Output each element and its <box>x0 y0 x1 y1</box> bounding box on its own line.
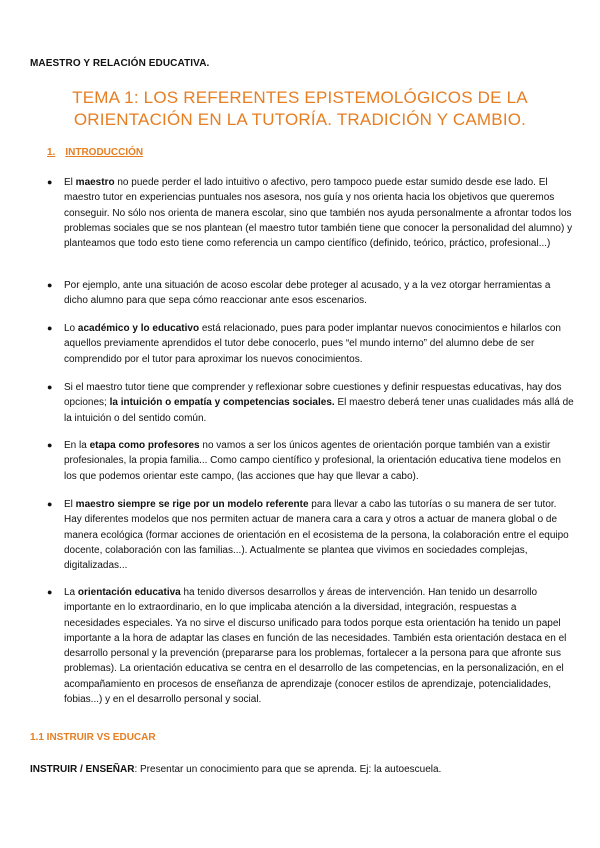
document-header: MAESTRO Y RELACIÓN EDUCATIVA. <box>30 58 210 69</box>
bullet-icon: ● <box>47 280 53 290</box>
section-number: 1. <box>47 147 56 158</box>
definition-text: : Presentar un conocimiento para que se aprenda. Ej: la autoescuela. <box>134 764 442 775</box>
bullet-icon: ● <box>47 587 53 597</box>
bullet-icon: ● <box>47 499 53 509</box>
subsection-heading: 1.1 INSTRUIR VS EDUCAR <box>30 732 156 743</box>
bullet-icon: ● <box>47 382 53 392</box>
list-item-text: Si el maestro tutor tiene que comprender y reflexionar sobre cuestiones y definir respuestas educativas, hay dos opciones; la intuición o empatía y competencias sociales. El maestro deberá tener unas cualidades más allá de la intuición o del sentido común. <box>64 382 574 424</box>
bullet-icon: ● <box>47 440 53 450</box>
section-title: INTRODUCCIÓN <box>65 147 144 158</box>
list-item-text: En la etapa como profesores no vamos a ser los únicos agentes de orientación porque también van a existir profesionales, la propia familia... Como campo científico y profesional, la orientación educativa tiene modelos en los que podemos orientar este campo, (las acciones que hay que llevar a cabo). <box>64 440 561 482</box>
list-item-text: Por ejemplo, ante una situación de acoso escolar debe proteger al acusado, y a la vez otorgar herramientas a dicho alumno para que sepa cómo reaccionar ante esos escenarios. <box>64 280 551 307</box>
definition-term: INSTRUIR / ENSEÑAR <box>30 764 135 775</box>
list-item-text: Lo académico y lo educativo está relacionado, pues para poder implantar nuevos conocimientos e hilarlos con aquellos previamente aprendidos el tutor debe conocerlo, pues “el mundo interno” del alumno debe de ser comprendido por el tutor para aproximar los nuevos conocimientos. <box>64 323 561 365</box>
title-line-2: ORIENTACIÓN EN LA TUTORÍA. TRADICIÓN Y CAMBIO. <box>73 110 527 129</box>
bullet-icon: ● <box>47 177 53 187</box>
list-item-text: El maestro siempre se rige por un modelo referente para llevar a cabo las tutorías o su manera de ser tutor. Hay diferentes modelos que nos permiten actuar de manera cara a cara y otros a actuar de manera global o de manera ecológica (formar acciones de orientación en el ecosistema de la persona, la colaboración entre el equipo docente, colaboración con las familias...). Actualmente se plantea que vivimos en sociedades complejas, digitalizadas... <box>64 499 569 572</box>
definition-paragraph <box>30 764 441 775</box>
title-line-1: TEMA 1: LOS REFERENTES EPISTEMOLÓGICOS DE LA <box>72 88 528 107</box>
bullet-icon: ● <box>47 323 53 333</box>
list-item-text: El maestro no puede perder el lado intuitivo o afectivo, pero tampoco puede estar sumido desde ese lado. El maestro tutor en experiencias puntuales nos asesora, nos guía y nos orienta hacia los objetivos que queremos conseguir. No sólo nos orienta de manera escolar, sino que también nos ayuda personalmente a afrontar todos los problemas sociales que se nos plantean (el maestro tutor también tiene que conocer la personalidad del alumno) y planteamos que todo esto tiene como referencia un campo científico (definido, teórico, práctico, profesional...) <box>64 177 573 250</box>
section-heading-introduccion <box>47 147 143 158</box>
page-title <box>40 87 560 131</box>
list-item-text: La orientación educativa ha tenido diversos desarrollos y áreas de intervención. Han tenido un desarrollo importante en lo extraordinario, en lo que implicaba atención a la diversidad, integración, respuestas a necesidades especiales. Ya no sirve el discurso unificado para todos porque esta orientación ha tenido un papel importante a la hora de adaptar las clases en función de las necesidades. También esta orientación destaca en el desarrollo personal y la prevención (prepararse para los problemas, fortalecer a la persona para que afronte sus problemas). La orientación educativa se centra en el desarrollo de las competencias, en la personalización, en el acompañamiento en procesos de enseñanza de aprendizaje (conocer estilos de aprendizaje, potencialidades, fobias...) y en el desarrollo personal y social. <box>64 587 567 706</box>
